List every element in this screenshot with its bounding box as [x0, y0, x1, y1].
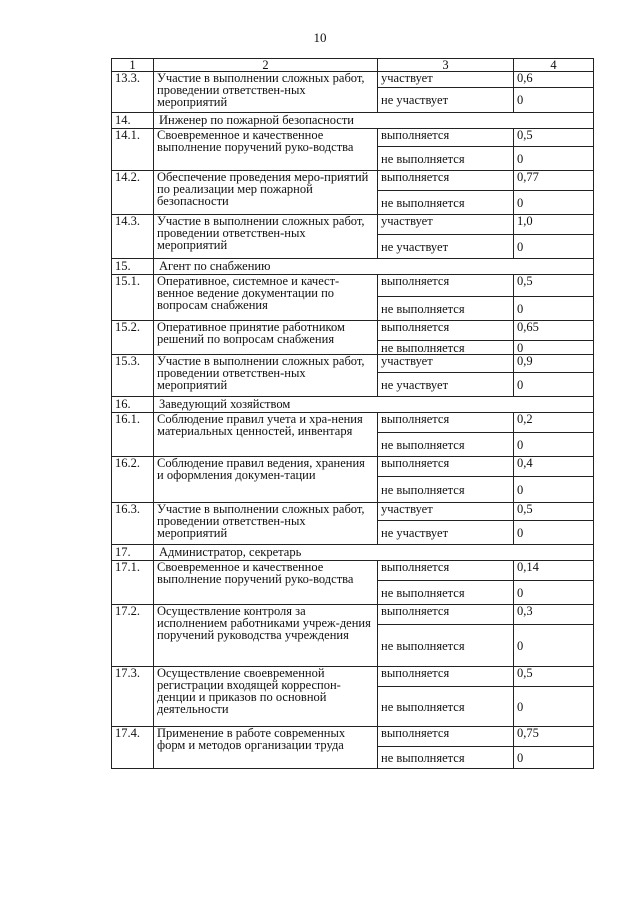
item-description: Своевременное и качественное выполнение поручений руко-водства [154, 129, 378, 171]
condition-cell: не участвует [378, 373, 514, 397]
table-row [112, 667, 594, 687]
item-number: 17.1. [112, 561, 154, 605]
condition-cell: не участвует [378, 88, 514, 113]
table-row [112, 72, 594, 88]
value-cell: 0,77 [514, 171, 594, 191]
section-title: Администратор, секретарь [154, 545, 594, 561]
item-description: Участие в выполнении сложных работ, проведении ответствен-ных мероприятий [154, 355, 378, 397]
condition-cell: выполняется [378, 129, 514, 147]
condition-cell: не выполняется [378, 687, 514, 727]
value-cell: 0 [514, 433, 594, 457]
value-cell: 0 [514, 191, 594, 215]
condition-cell: участвует [378, 72, 514, 88]
condition-cell: не выполняется [378, 147, 514, 171]
criteria-table [111, 58, 594, 769]
condition-cell: не участвует [378, 235, 514, 259]
section-number: 17. [112, 545, 154, 561]
item-description: Участие в выполнении сложных работ, проведении ответствен-ных мероприятий [154, 503, 378, 545]
page-number: 10 [313, 30, 327, 45]
value-cell: 0 [514, 235, 594, 259]
header-col-2: 2 [154, 59, 378, 72]
item-description: Участие в выполнении сложных работ, проведении ответствен-ных мероприятий [154, 72, 378, 113]
condition-cell: участвует [378, 355, 514, 373]
value-cell: 0,3 [514, 605, 594, 625]
table-row [112, 503, 594, 521]
section-title: Агент по снабжению [154, 259, 594, 275]
value-cell: 0 [514, 477, 594, 503]
item-description: Своевременное и качественное выполнение поручений руко-водства [154, 561, 378, 605]
item-description: Осуществление контроля за исполнением работниками учреж-дения поручений руководства учреждения [154, 605, 378, 667]
table-row [112, 171, 594, 191]
table-header-row [112, 59, 594, 72]
table-row [112, 413, 594, 433]
condition-cell: не выполняется [378, 191, 514, 215]
table-row [112, 605, 594, 625]
item-number: 17.4. [112, 727, 154, 769]
table-row [112, 561, 594, 581]
section-title: Инженер по пожарной безопасности [154, 113, 594, 129]
condition-cell: не выполняется [378, 581, 514, 605]
condition-cell: выполняется [378, 321, 514, 341]
item-number: 15.2. [112, 321, 154, 355]
value-cell: 0 [514, 747, 594, 769]
value-cell: 0 [514, 687, 594, 727]
item-number: 16.1. [112, 413, 154, 457]
item-number: 14.1. [112, 129, 154, 171]
value-cell: 0,5 [514, 275, 594, 297]
condition-cell: выполняется [378, 605, 514, 625]
value-cell: 0 [514, 581, 594, 605]
value-cell: 0 [514, 625, 594, 667]
item-description: Оперативное принятие работником решений по вопросам снабжения [154, 321, 378, 355]
condition-cell: выполняется [378, 275, 514, 297]
item-description: Оперативное, системное и качест-венное ведение документации по вопросам снабжения [154, 275, 378, 321]
condition-cell: выполняется [378, 171, 514, 191]
value-cell: 0,75 [514, 727, 594, 747]
section-row [112, 397, 594, 413]
section-row [112, 113, 594, 129]
item-number: 17.2. [112, 605, 154, 667]
value-cell: 0 [514, 341, 594, 355]
item-number: 17.3. [112, 667, 154, 727]
item-number: 13.3. [112, 72, 154, 113]
value-cell: 0,5 [514, 129, 594, 147]
condition-cell: не выполняется [378, 477, 514, 503]
section-title: Заведующий хозяйством [154, 397, 594, 413]
condition-cell: выполняется [378, 457, 514, 477]
item-number: 15.3. [112, 355, 154, 397]
section-number: 16. [112, 397, 154, 413]
header-col-1: 1 [112, 59, 154, 72]
section-row [112, 259, 594, 275]
table-row [112, 321, 594, 341]
value-cell: 0,4 [514, 457, 594, 477]
value-cell: 0,9 [514, 355, 594, 373]
value-cell: 0 [514, 88, 594, 113]
value-cell: 0,14 [514, 561, 594, 581]
value-cell: 0,2 [514, 413, 594, 433]
value-cell: 1,0 [514, 215, 594, 235]
table-row [112, 355, 594, 373]
value-cell: 0,5 [514, 667, 594, 687]
item-description: Осуществление своевременной регистрации входящей корреспон-денции и приказов по основной деятельности [154, 667, 378, 727]
item-description: Участие в выполнении сложных работ, проведении ответствен-ных мероприятий [154, 215, 378, 259]
condition-cell: не участвует [378, 521, 514, 545]
condition-cell: участвует [378, 503, 514, 521]
condition-cell: не выполняется [378, 297, 514, 321]
condition-cell: участвует [378, 215, 514, 235]
table-row [112, 275, 594, 297]
condition-cell: не выполняется [378, 625, 514, 667]
condition-cell: выполняется [378, 561, 514, 581]
item-number: 16.2. [112, 457, 154, 503]
table-row [112, 457, 594, 477]
table-row [112, 727, 594, 747]
item-number: 14.3. [112, 215, 154, 259]
value-cell: 0,5 [514, 503, 594, 521]
section-row [112, 545, 594, 561]
table-row [112, 215, 594, 235]
header-col-3: 3 [378, 59, 514, 72]
item-number: 15.1. [112, 275, 154, 321]
value-cell: 0,65 [514, 321, 594, 341]
header-col-4: 4 [514, 59, 594, 72]
condition-cell: выполняется [378, 667, 514, 687]
condition-cell: выполняется [378, 413, 514, 433]
value-cell: 0,6 [514, 72, 594, 88]
value-cell: 0 [514, 147, 594, 171]
condition-cell: выполняется [378, 727, 514, 747]
condition-cell: не выполняется [378, 433, 514, 457]
item-description: Соблюдение правил учета и хра-нения материальных ценностей, инвентаря [154, 413, 378, 457]
value-cell: 0 [514, 373, 594, 397]
section-number: 14. [112, 113, 154, 129]
value-cell: 0 [514, 521, 594, 545]
item-number: 14.2. [112, 171, 154, 215]
item-number: 16.3. [112, 503, 154, 545]
item-description: Обеспечение проведения меро-приятий по реализации мер пожарной безопасности [154, 171, 378, 215]
condition-cell: не выполняется [378, 341, 514, 355]
table-row [112, 129, 594, 147]
section-number: 15. [112, 259, 154, 275]
value-cell: 0 [514, 297, 594, 321]
item-description: Применение в работе современных форм и методов организации труда [154, 727, 378, 769]
condition-cell: не выполняется [378, 747, 514, 769]
item-description: Соблюдение правил ведения, хранения и оформления докумен-тации [154, 457, 378, 503]
